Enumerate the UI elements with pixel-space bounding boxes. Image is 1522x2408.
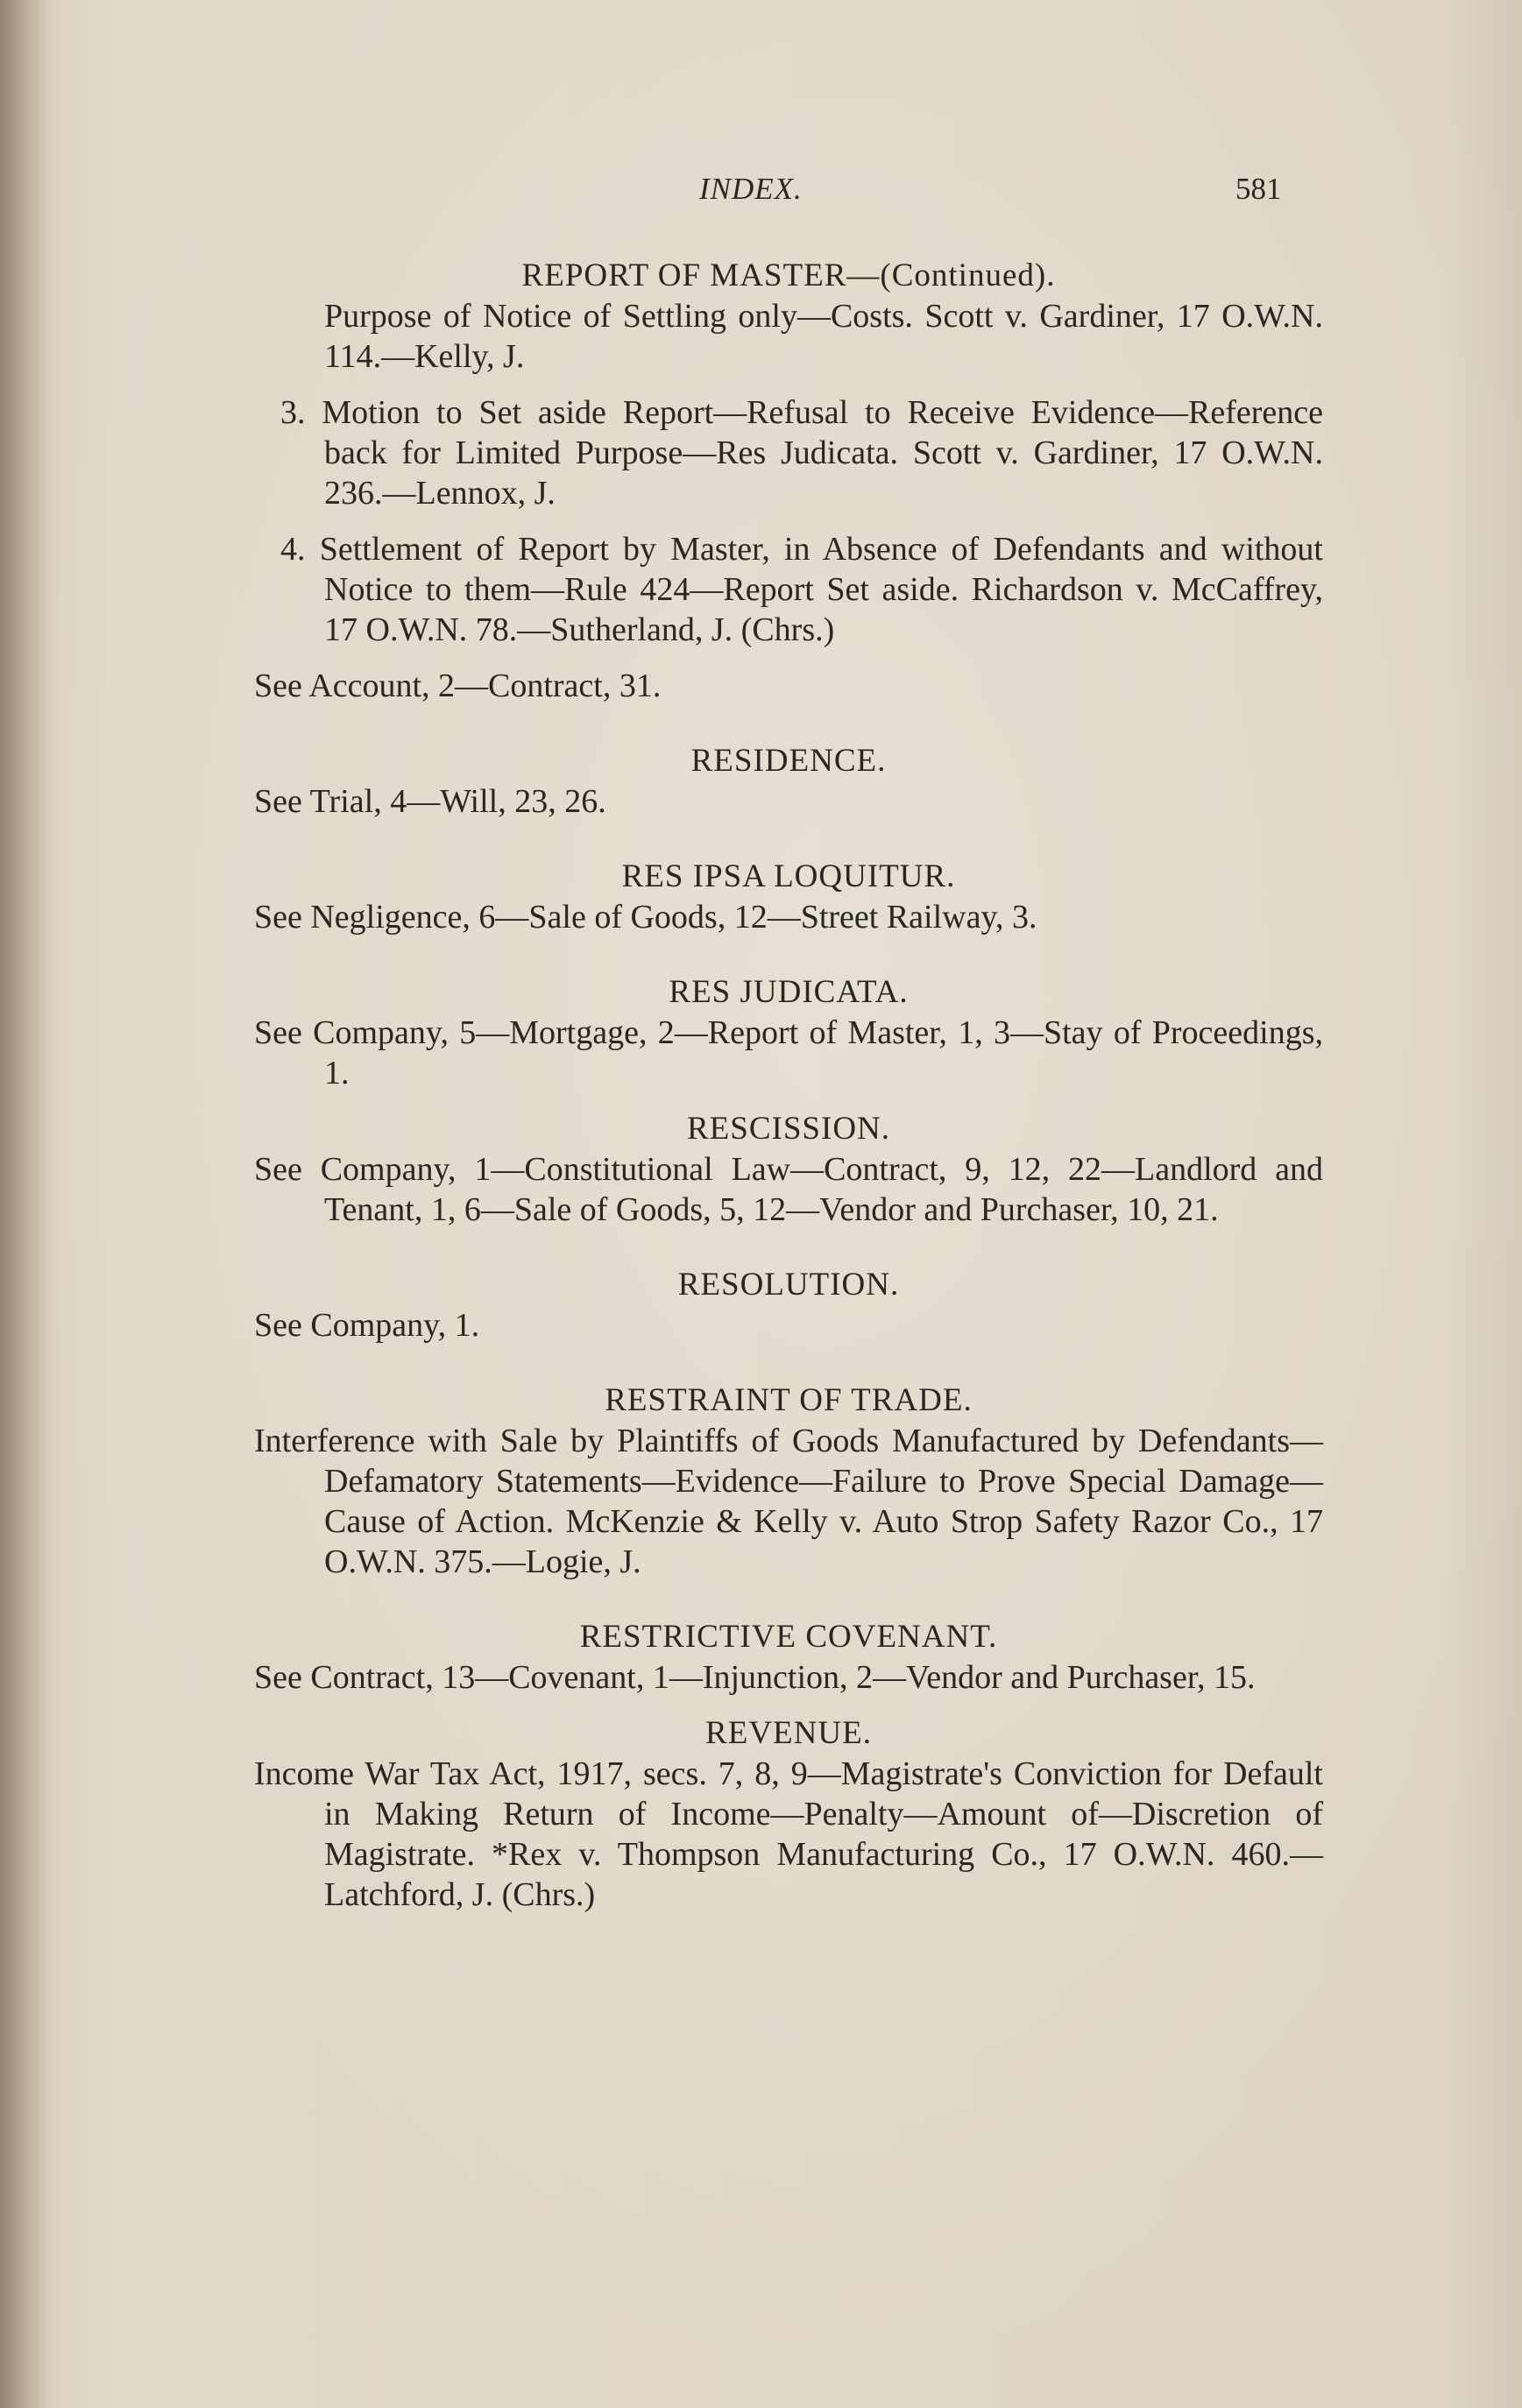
see-also-restrictive-covenant: See Contract, 13—Covenant, 1—Injunction, 2—Vendor and Purchaser, 15. bbox=[254, 1659, 1256, 1696]
see-also-report-of-master: See Account, 2—Contract, 31. bbox=[254, 667, 662, 704]
see-also-residence: See Trial, 4—Will, 23, 26. bbox=[254, 783, 606, 820]
heading-res-ipsa-loquitur: RES IPSA LOQUITUR. bbox=[621, 858, 956, 894]
heading-revenue: REVENUE. bbox=[705, 1715, 872, 1751]
entry-revenue: Income War Tax Act, 1917, secs. 7, 8, 9—Magistrate's Conviction for Default in Making Return of Income—Penalty—Amount of—Discretion of Magistrate. *Rex v. Thompson Manufacturing Co., 17 O.W.N. 460.—Latchford, J. (Chrs.) bbox=[254, 1755, 1323, 1913]
heading-restraint-of-trade: RESTRAINT OF TRADE. bbox=[605, 1382, 973, 1418]
entry-report-of-master-3: 3. Motion to Set aside Report—Refusal to Receive Evidence—Reference back for Limited Purpose—Res Judicata. Scott v. Gardiner, 17 O.W.N. 236.—Lennox, J. bbox=[280, 394, 1323, 512]
see-also-res-judicata: See Company, 5—Mortgage, 2—Report of Master, 1, 3—Stay of Proceedings, 1. bbox=[254, 1014, 1323, 1091]
running-head-title: INDEX. bbox=[699, 172, 803, 206]
index-text bbox=[254, 256, 1323, 1915]
entry-restraint-of-trade: Interference with Sale by Plaintiffs of Goods Manufactured by Defendants—Defamatory Statements—Evidence—Failure to Prove Special Damage—Cause of Action. McKenzie & Kelly v. Auto Strop Safety Razor Co., 17 O.W.N. 375.—Logie, J. bbox=[254, 1423, 1323, 1580]
heading-resolution: RESOLUTION. bbox=[677, 1267, 900, 1303]
heading-restrictive-covenant: RESTRICTIVE COVENANT. bbox=[579, 1619, 998, 1655]
entry-report-of-master-continued: Purpose of Notice of Settling only—Costs. Scott v. Gardiner, 17 O.W.N. 114.—Kelly, J. bbox=[324, 298, 1323, 375]
heading-residence: RESIDENCE. bbox=[690, 743, 887, 779]
page-gutter-shadow bbox=[0, 0, 48, 2408]
running-head bbox=[0, 172, 1522, 215]
page-number: 581 bbox=[1235, 172, 1282, 206]
see-also-res-ipsa-loquitur: See Negligence, 6—Sale of Goods, 12—Street Railway, 3. bbox=[254, 899, 1037, 936]
heading-res-judicata: RES JUDICATA. bbox=[669, 974, 909, 1010]
heading-report-of-master: REPORT OF MASTER—(Continued). bbox=[521, 258, 1056, 293]
see-also-rescission: See Company, 1—Constitutional Law—Contract, 9, 12, 22—Landlord and Tenant, 1, 6—Sale of Goods, 5, 12—Vendor and Purchaser, 10, 21. bbox=[254, 1151, 1323, 1228]
entry-report-of-master-4: 4. Settlement of Report by Master, in Absence of Defendants and without Notice to them—Rule 424—Report Set aside. Richardson v. McCaffrey, 17 O.W.N. 78.—Sutherland, J. (Chrs.) bbox=[280, 531, 1323, 648]
see-also-resolution: See Company, 1. bbox=[254, 1307, 480, 1344]
heading-rescission: RESCISSION. bbox=[686, 1111, 891, 1147]
